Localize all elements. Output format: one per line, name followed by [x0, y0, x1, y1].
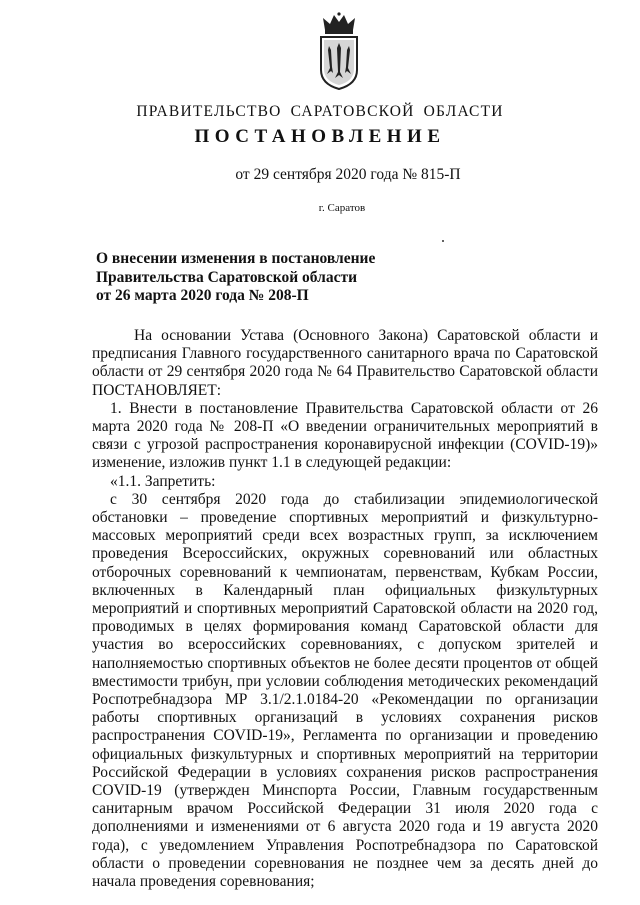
- document-subject: [96, 250, 396, 306]
- document-date-number: от 29 сентября 2020 года № 815-П: [235, 166, 461, 183]
- body-paragraph: 1. Внести в постановление Правительства Саратовской области от 26 марта 2020 года № 208-П «О введении ограничительных мероприятий в связи с угрозой распространения коронавирусной инфекции (COVID-19)» изменение, изложив пункт 1.1 в следующей редакции:: [92, 399, 598, 472]
- city: г. Саратов: [318, 202, 366, 214]
- body-paragraph: с 30 сентября 2020 года до стабилизации эпидемиологической обстановки – проведение спортивных мероприятий и физкультурно-массовых мероприятий среди всех возрастных групп, за исключением проведения Всероссийских, окружных соревнований или областных отборочных соревнований к чемпионатам, первенствам, Кубкам России, включенных в Календарный план официальных физкультурных мероприятий и спортивных мероприятий Саратовской области на 2020 год, проводимых в целях формирования команд Саратовской области для участия во всероссийских соревнованиях, с допуском зрителей и наполняемостью спортивных объектов не более десяти процентов от общей вместимости трибун, при условии соблюдения методических рекомендаций Роспотребнадзора МР 3.1/2.1.0184-20 «Рекомендации по организации работы спортивных организаций в условиях сохранения рисков распространения COVID-19», Регламента по организации и проведению официальных физкультурных и спортивных мероприятий на территории Российской Федерации в условиях сохранения рисков распространения COVID-19 (утвержден Минспорта России, Главным государственным санитарным врачом Российской Федерации 31 июля 2020 года с дополнениями и изменениями от 6 августа 2020 года и 19 августа 2020 года), с уведомлением Управления Роспотребнадзора по Саратовской области о проведении соревнования не позднее чем за десять дней до начала проведения соревнования;: [92, 490, 598, 891]
- subject-line: О внесении изменения в постановление: [96, 250, 376, 267]
- speck: [442, 240, 444, 242]
- government-name: ПРАВИТЕЛЬСТВО САРАТОВСКОЙ ОБЛАСТИ: [136, 103, 504, 120]
- body-paragraph: «1.1. Запретить:: [110, 472, 216, 490]
- subject-line: от 26 марта 2020 года № 208-П: [96, 287, 309, 304]
- body-paragraph: На основании Устава (Основного Закона) Саратовской области и предписания Главного государственного санитарного врача по Саратовской области от 29 сентября 2020 года № 64 Правительство Саратовской области ПОСТАНОВЛЯЕТ:: [92, 327, 598, 399]
- document-body: [92, 327, 598, 891]
- subject-line: Правительства Саратовской области: [96, 268, 357, 286]
- document-type: ПОСТАНОВЛЕНИЕ: [194, 126, 446, 147]
- saratov-coat-of-arms-icon: [315, 12, 363, 90]
